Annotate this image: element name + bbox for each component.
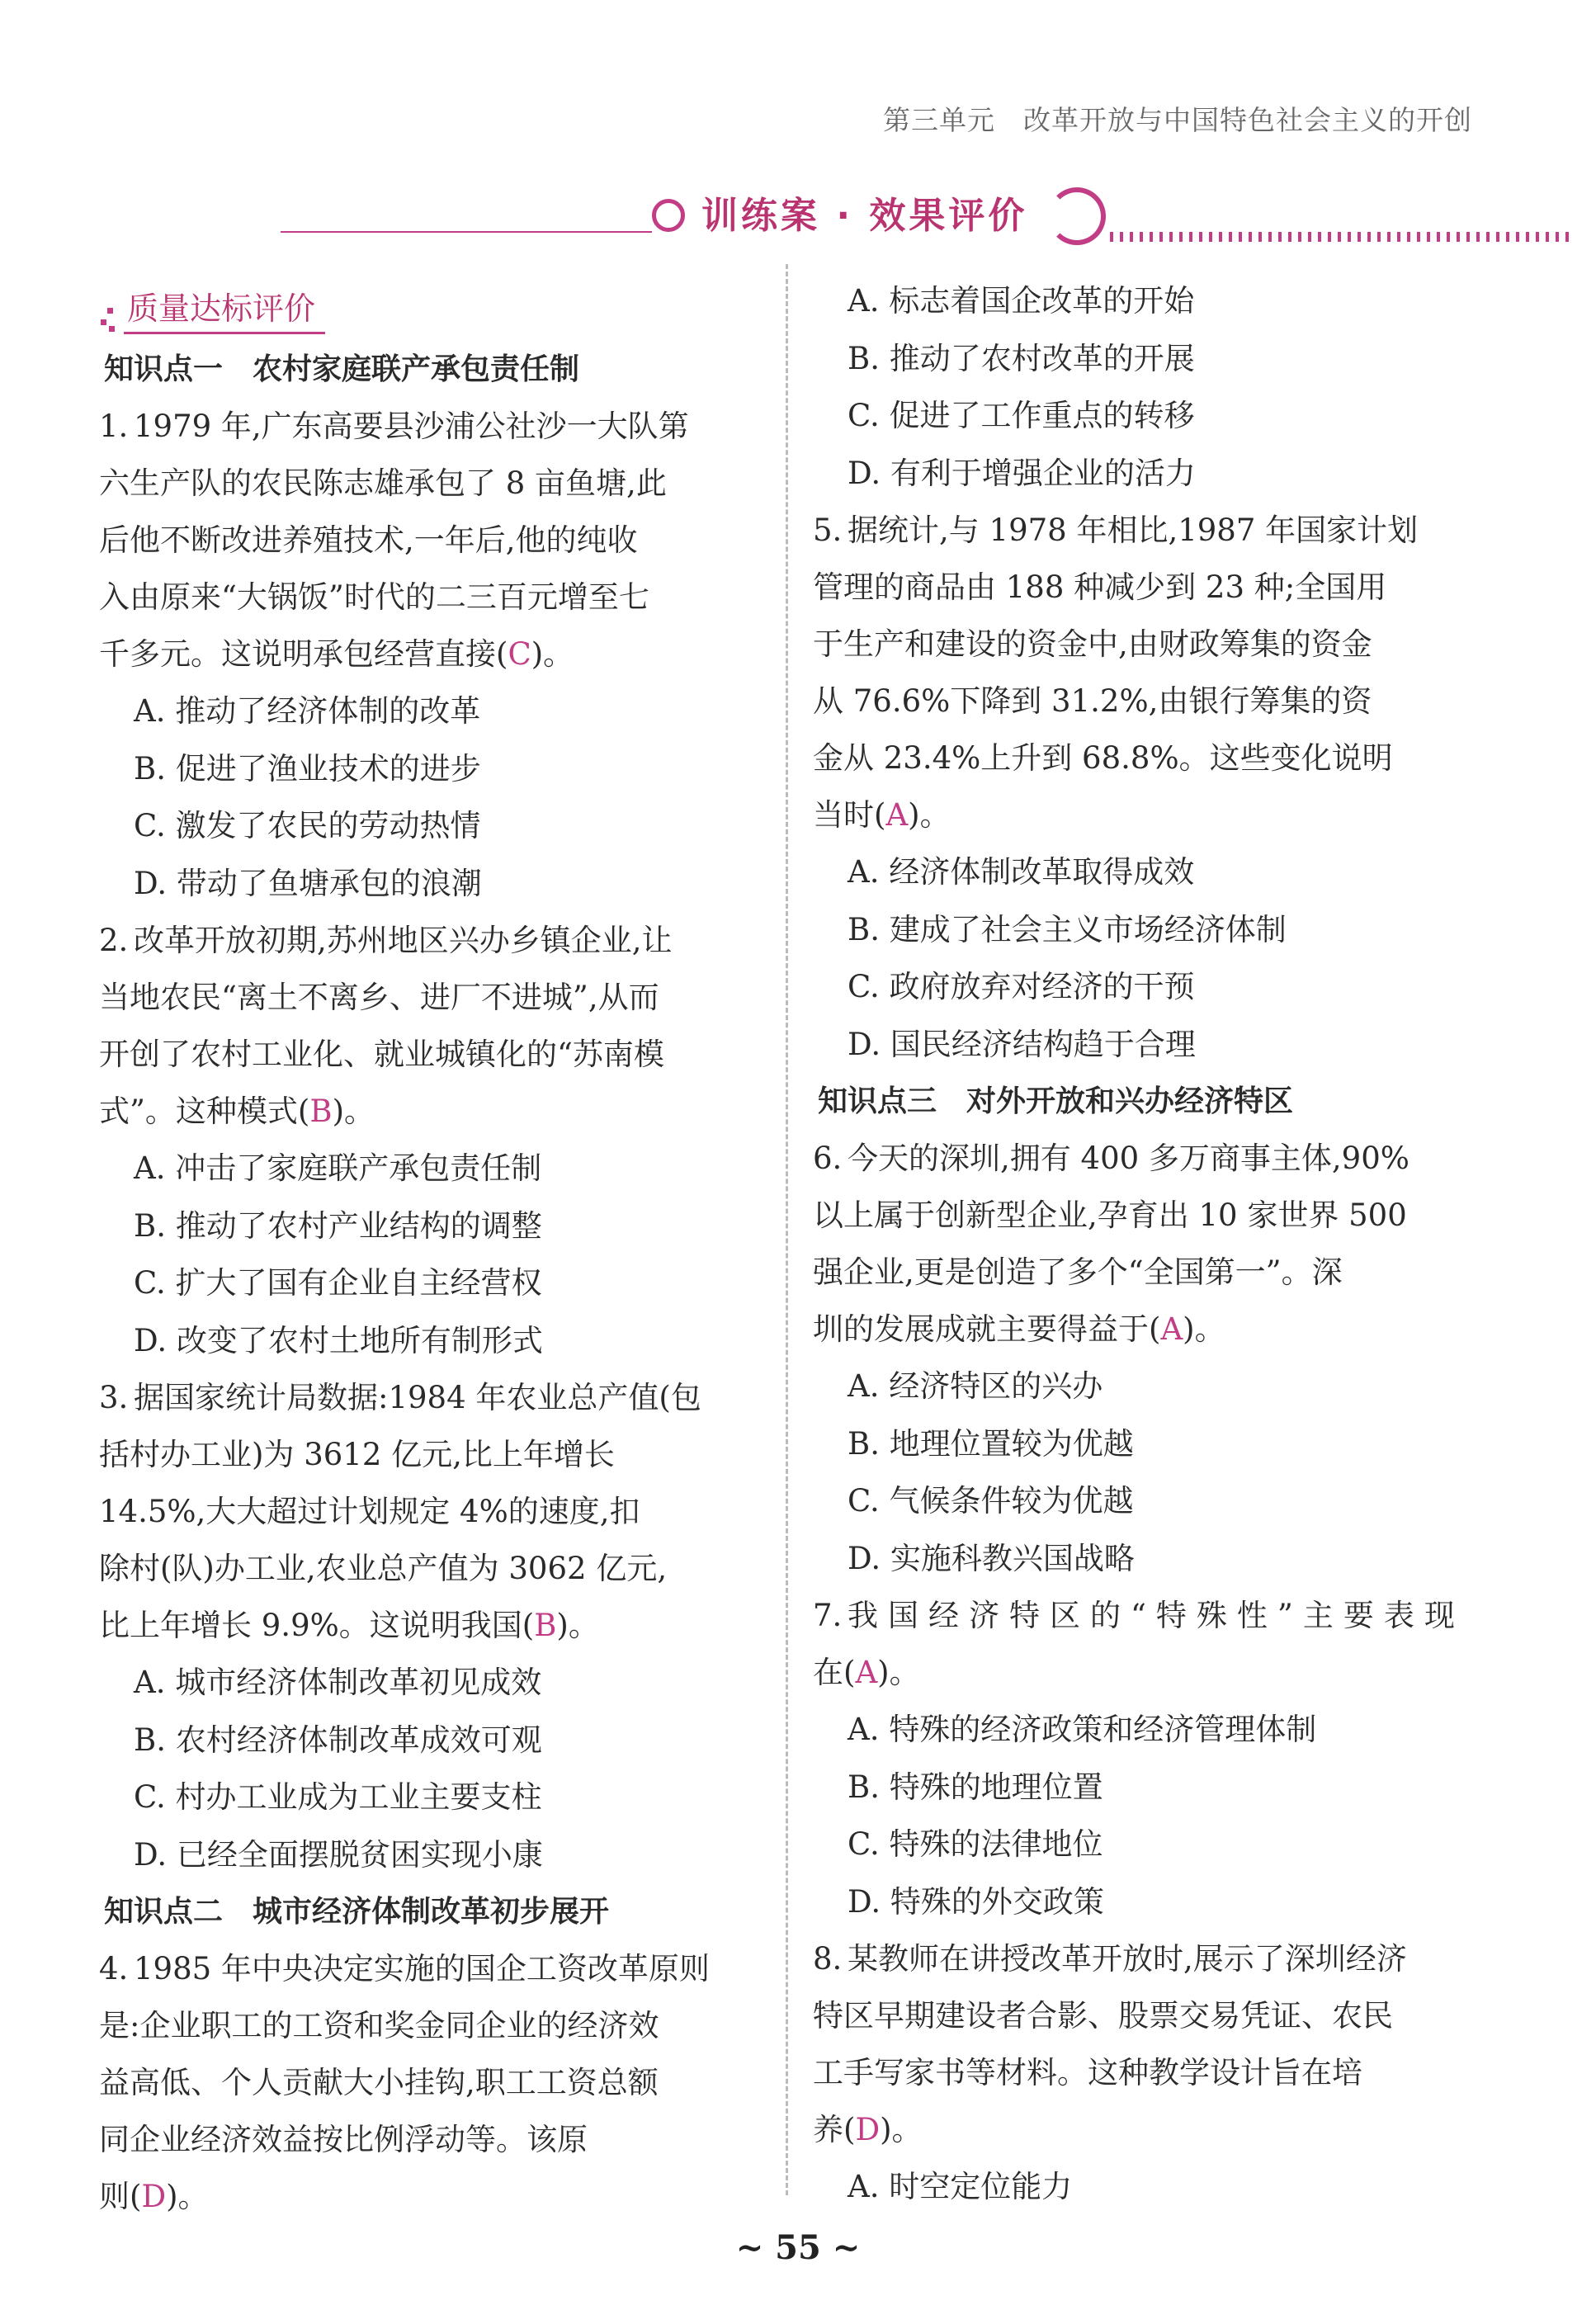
q2-line: 式”。这种模式( [99,1094,310,1129]
q1-option-b: B. 促进了渔业技术的进步 [134,750,481,786]
q7-option-a: A. 特殊的经济政策和经济管理体制 [848,1712,1317,1747]
q6-line: 以上属于创新型企业,孕育出 10 家世界 500 [813,1197,1407,1233]
q5-line: 当时( [813,797,886,833]
section-tag [99,272,759,334]
q8-line: 特区早期建设者合影、股票交易凭证、农民 [813,1998,1393,2034]
q3-line-end: )。 [556,1608,599,1643]
q8-line-end: )。 [880,2112,923,2147]
question-7 [813,1587,1473,1930]
q6-option-d: D. 实施科教兴国战略 [848,1540,1135,1576]
q1-option-a: A. 推动了经济体制的改革 [134,693,481,729]
q8-answer: D [855,2112,881,2147]
q3-answer: B [534,1608,557,1643]
q2-line: 开创了农村工业化、就业城镇化的“苏南模 [99,1037,664,1072]
q4-option-b: B. 推动了农村改革的开展 [848,340,1195,376]
page-number: ~ 55 ~ [735,2228,861,2267]
q5-line: 据统计,与 1978 年相比,1987 年国家计划 [848,513,1419,548]
q6-answer: A [1160,1311,1183,1347]
banner-line [281,231,652,233]
q4-line: 1985 年中央决定实施的国企工资改革原则 [134,1951,710,1986]
q5-num: 5. [813,513,843,548]
question-4-options [813,272,1473,502]
q3-line: 括村办工业)为 3612 亿元,比上年增长 [99,1437,615,1472]
q3-option-c: C. 村办工业成为工业主要支柱 [134,1779,542,1815]
q7-line: 我国经济特区的“特殊性”主要表现 [848,1598,1465,1633]
q4-line-end: )。 [166,2179,209,2214]
q5-line: 从 76.6%下降到 31.2%,由银行筹集的资 [813,683,1372,719]
q3-option-a: A. 城市经济体制改革初见成效 [134,1665,542,1700]
q1-line-end: )。 [531,636,574,672]
q2-line: 当地农民“离土不离乡、进厂不进城”,从而 [99,980,659,1015]
q2-option-d: D. 改变了农村土地所有制形式 [134,1322,543,1358]
q1-option-c: C. 激发了农民的劳动热情 [134,808,481,843]
q3-line: 14.5%,大大超过计划规定 4%的速度,扣 [99,1494,640,1529]
right-column [813,272,1473,2216]
q4-option-d: D. 有利于增强企业的活力 [848,455,1196,491]
q5-option-d: D. 国民经济结构趋于合理 [848,1026,1196,1062]
q5-option-c: C. 政府放弃对经济的干预 [848,969,1195,1004]
q3-option-d: D. 已经全面摆脱贫困实现小康 [134,1836,543,1873]
question-6 [813,1130,1473,1587]
q3-line: 据国家统计局数据:1984 年农业总产值(包 [134,1380,701,1415]
q3-line: 比上年增长 9.9%。这说明我国( [99,1608,535,1643]
q2-answer: B [309,1094,333,1129]
q6-option-b: B. 地理位置较为优越 [848,1425,1134,1462]
q6-line: 今天的深圳,拥有 400 多万商事主体,90% [848,1141,1409,1176]
q5-line: 管理的商品由 188 种减少到 23 种;全国用 [813,569,1387,605]
q2-option-a: A. 冲击了家庭联产承包责任制 [134,1150,542,1186]
q1-option-d: D. 带动了鱼塘承包的浪潮 [134,865,482,901]
q5-option-b: B. 建成了社会主义市场经济体制 [848,911,1287,947]
q1-answer: C [508,636,531,672]
q5-answer: A [885,797,909,833]
question-2 [99,912,759,1369]
q6-line: 强企业,更是创造了多个“全国第一”。深 [813,1254,1343,1290]
question-3 [99,1369,759,1883]
q4-num: 4. [99,1951,129,1986]
q4-answer: D [141,2179,167,2214]
q2-line: 改革开放初期,苏州地区兴办乡镇企业,让 [134,923,673,958]
q7-answer: A [855,1655,878,1690]
q4-option-a: A. 标志着国企改革的开始 [848,283,1195,319]
q1-line: 入由原来“大锅饭”时代的二三百元增至七 [99,579,649,615]
q3-line: 除村(队)办工业,农业总产值为 3062 亿元, [99,1551,668,1586]
q2-num: 2. [99,923,129,958]
banner-ring-right-icon [1048,187,1106,245]
q1-line: 后他不断改进养殖技术,一年后,他的纯收 [99,522,638,558]
q6-line: 圳的发展成就主要得益于( [813,1311,1161,1347]
q5-option-a: A. 经济体制改革取得成效 [848,854,1195,890]
banner-ring-left-icon [652,199,685,232]
q6-line-end: )。 [1183,1311,1225,1347]
knowledge-point-1: 知识点一 农村家庭联产承包责任制 [104,352,580,386]
q7-num: 7. [813,1598,843,1633]
q1-line: 六生产队的农民陈志雄承包了 8 亩鱼塘,此 [99,465,667,501]
q7-option-d: D. 特殊的外交政策 [848,1883,1104,1920]
knowledge-point-2: 知识点二 城市经济体制改革初步展开 [104,1895,610,1929]
q4-line: 是:企业职工的工资和奖金同企业的经济效 [99,2008,659,2043]
q5-line-end: )。 [908,797,951,833]
column-divider [786,264,788,2195]
section-label: 质量达标评价 [124,283,325,334]
section-marks-icon [99,301,124,334]
question-4 [99,1940,759,2225]
q8-line: 养( [813,2112,856,2147]
q5-line: 于生产和建设的资金中,由财政筹集的资金 [813,626,1372,662]
q1-line: 千多元。这说明承包经营直接( [99,636,508,672]
q4-line: 同企业经济效益按比例浮动等。该原 [99,2122,588,2157]
q8-line: 某教师在讲授改革开放时,展示了深圳经济 [848,1941,1407,1977]
q3-num: 3. [99,1380,129,1415]
q2-line-end: )。 [332,1094,375,1129]
q1-line: 1979 年,广东高要县沙浦公社沙一大队第 [134,409,689,444]
question-5 [813,502,1473,1073]
left-column [99,272,759,2225]
q6-option-a: A. 经济特区的兴办 [848,1368,1103,1404]
q8-num: 8. [813,1941,843,1977]
question-8 [813,1930,1473,2216]
q6-option-c: C. 气候条件较为优越 [848,1483,1134,1519]
q6-num: 6. [813,1141,843,1176]
q8-line: 工手写家书等材料。这种教学设计旨在培 [813,2055,1362,2090]
q4-option-c: C. 促进了工作重点的转移 [848,398,1195,433]
q1-num: 1. [99,409,129,444]
q8-option-a: A. 时空定位能力 [848,2169,1073,2204]
q2-option-c: C. 扩大了国有企业自主经营权 [134,1265,542,1301]
banner-title: 训练案 · 效果评价 [701,195,1028,237]
q7-option-b: B. 特殊的地理位置 [848,1769,1103,1805]
q3-option-b: B. 农村经济体制改革成效可观 [134,1722,542,1758]
q7-option-c: C. 特殊的法律地位 [848,1826,1103,1862]
section-banner [99,186,1469,252]
unit-header: 第三单元 改革开放与中国特色社会主义的开创 [883,104,1472,136]
knowledge-point-3: 知识点三 对外开放和兴办经济特区 [818,1084,1294,1118]
banner-dots [1110,232,1572,242]
question-1 [99,398,759,912]
q4-line: 则( [99,2179,142,2214]
q4-line: 益高低、个人贡献大小挂钩,职工工资总额 [99,2065,659,2100]
q7-line: 在( [813,1655,856,1690]
q2-option-b: B. 推动了农村产业结构的调整 [134,1207,542,1244]
q5-line: 金从 23.4%上升到 68.8%。这些变化说明 [813,740,1393,776]
q7-line-end: )。 [877,1655,920,1690]
